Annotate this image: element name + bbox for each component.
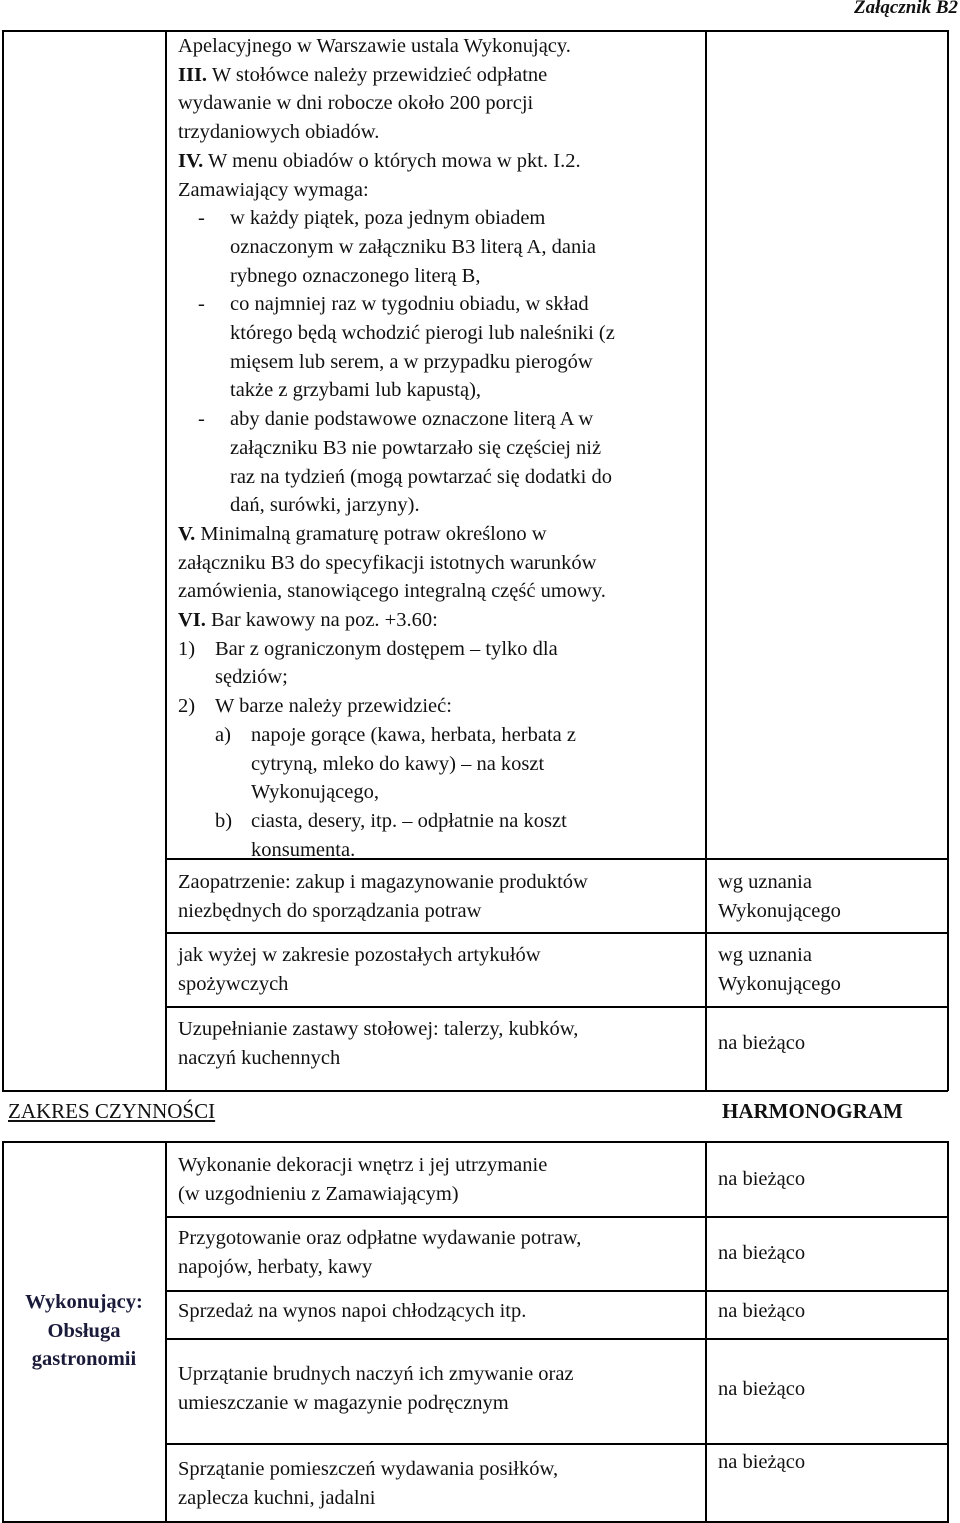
group-label-line: Wykonujący: xyxy=(25,1291,143,1313)
upper-table-bottom-border xyxy=(2,1090,948,1092)
list-number: 2) xyxy=(178,695,196,718)
scope-header: ZAKRES CZYNNOŚCI xyxy=(8,1099,216,1123)
task-cell-line: umieszczanie w magazynie podręcznym xyxy=(178,1391,509,1414)
paragraph-line: załączniku B3 do specyfikacji istotnych warunków xyxy=(178,551,597,574)
paragraph-line xyxy=(178,147,581,176)
schedule-cell-line: na bieżąco xyxy=(718,1032,806,1054)
section-text: Minimalną gramaturę potraw określono w xyxy=(195,522,547,545)
row-divider xyxy=(165,1290,948,1292)
task-cell-line: Wykonanie dekoracji wnętrz i jej utrzymanie xyxy=(178,1154,548,1176)
upper-table-left-border xyxy=(2,30,4,1091)
task-cell-line: napojów, herbaty, kawy xyxy=(178,1255,373,1278)
task-cell-line: Sprzedaż na wynos napoi chłodzących itp. xyxy=(178,1300,527,1322)
sublist-letter: a) xyxy=(215,723,231,746)
task-cell-line: niezbędnych do sporządzania potraw xyxy=(178,899,482,922)
group-label-line: Obsługa xyxy=(47,1319,121,1342)
section-text: Bar kawowy na poz. +3.60: xyxy=(205,609,438,631)
schedule-header: HARMONOGRAM xyxy=(722,1099,903,1123)
paragraph-line: trzydaniowych obiadów. xyxy=(178,121,380,144)
bullet-line: także z grzybami lub kapustą), xyxy=(230,379,482,402)
sublist-line: Wykonującego, xyxy=(251,781,379,804)
schedule-cell-line: na bieżąco xyxy=(718,1378,806,1400)
schedule-cell-line: wg uznania xyxy=(718,944,812,966)
list-line: sędziów; xyxy=(215,666,288,689)
schedule-cell-line: na bieżąco xyxy=(718,1242,806,1264)
schedule-cell-line: na bieżąco xyxy=(718,1300,806,1322)
task-cell-line: Uprzątanie brudnych naczyń ich zmywanie oraz xyxy=(178,1363,574,1385)
list-number: 1) xyxy=(178,637,196,660)
bullet-line: raz na tydzień (mogą powtarzać się dodatki do xyxy=(230,465,612,488)
list-line: W barze należy przewidzieć: xyxy=(215,695,452,718)
bullet-line: aby danie podstawowe oznaczone literą A w xyxy=(230,408,594,431)
lower-table-col-divider-2 xyxy=(705,1141,707,1523)
row-divider xyxy=(165,1216,948,1218)
paragraph-line xyxy=(178,520,547,549)
task-cell-line: Sprzątanie pomieszczeń wydawania posiłków, xyxy=(178,1458,559,1480)
row-divider xyxy=(165,1338,948,1340)
sublist-line: napoje gorące (kawa, herbata, herbata z xyxy=(251,723,576,746)
paragraph-line: wydawanie w dni robocze około 200 porcji xyxy=(178,92,534,115)
bullet-line: dań, surówki, jarzyny). xyxy=(230,494,420,517)
row-divider xyxy=(165,1006,948,1008)
bullet-dash: - xyxy=(198,408,205,431)
section-number: IV. xyxy=(178,149,204,172)
paragraph-line xyxy=(178,61,547,90)
schedule-cell-line: Wykonującego xyxy=(718,972,841,995)
list-line: Bar z ograniczonym dostępem – tylko dla xyxy=(215,637,558,660)
schedule-cell-line: wg uznania xyxy=(718,871,812,893)
sublist-line: cytryną, mleko do kawy) – na koszt xyxy=(251,752,545,775)
row-divider xyxy=(165,932,948,934)
task-cell-line: (w uzgodnieniu z Zamawiającym) xyxy=(178,1182,459,1205)
sublist-line: ciasta, desery, itp. – odpłatnie na koszt xyxy=(251,809,567,832)
lower-table-bottom-border xyxy=(2,1521,948,1523)
lower-table-right-border xyxy=(947,1141,949,1523)
section-text: W stołówce należy przewidzieć odpłatne xyxy=(207,63,548,86)
section-text: W menu obiadów o których mowa w pkt. I.2. xyxy=(203,149,581,172)
group-label xyxy=(3,1288,165,1374)
task-cell-line: Przygotowanie oraz odpłatne wydawanie potraw, xyxy=(178,1227,582,1249)
schedule-cell-line: na bieżąco xyxy=(718,1168,806,1190)
bullet-line: oznaczonym w załączniku B3 literą A, dania xyxy=(230,235,597,258)
section-number: V. xyxy=(178,522,196,545)
bullet-line: mięsem lub serem, a w przypadku pierogów xyxy=(230,350,593,373)
section-number: VI. xyxy=(178,609,206,631)
bullet-dash: - xyxy=(198,293,205,316)
paragraph-line: Zamawiający wymaga: xyxy=(178,178,369,201)
schedule-cell-line: Wykonującego xyxy=(718,899,841,922)
task-cell-line: spożywczych xyxy=(178,972,289,995)
paragraph-line xyxy=(178,606,438,635)
bullet-line: w każdy piątek, poza jednym obiadem xyxy=(230,207,546,230)
lower-table-top-border xyxy=(2,1141,948,1143)
schedule-cell-line: na bieżąco xyxy=(718,1451,806,1473)
bullet-dash: - xyxy=(198,207,205,230)
bullet-line: załączniku B3 nie powtarzało się częściej niż xyxy=(230,436,602,459)
task-cell-line: zaplecza kuchni, jadalni xyxy=(178,1486,376,1509)
task-cell-line: Uzupełnianie zastawy stołowej: talerzy, kubków, xyxy=(178,1018,579,1040)
bullet-line: rybnego oznaczonego literą B, xyxy=(230,264,481,287)
bullet-line: co najmniej raz w tygodniu obiadu, w skład xyxy=(230,293,589,316)
sublist-letter: b) xyxy=(215,809,233,832)
attachment-label: Załącznik B2 xyxy=(854,0,958,18)
task-cell-line: Zaopatrzenie: zakup i magazynowanie produktów xyxy=(178,871,588,893)
paragraph-line: zamówienia, stanowiącego integralną część umowy. xyxy=(178,580,606,603)
lower-table-col-divider-1 xyxy=(165,1141,167,1523)
task-cell-line: jak wyżej w zakresie pozostałych artykułów xyxy=(178,944,541,966)
group-label-line: gastronomii xyxy=(31,1348,137,1370)
paragraph-line: Apelacyjnego w Warszawie ustala Wykonujący. xyxy=(178,35,571,57)
task-cell-line: naczyń kuchennych xyxy=(178,1046,341,1069)
section-number: III. xyxy=(178,63,208,86)
row-divider xyxy=(165,1443,948,1445)
sublist-line: konsumenta. xyxy=(251,838,356,861)
bullet-line: którego będą wchodzić pierogi lub naleśniki (z xyxy=(230,322,615,344)
